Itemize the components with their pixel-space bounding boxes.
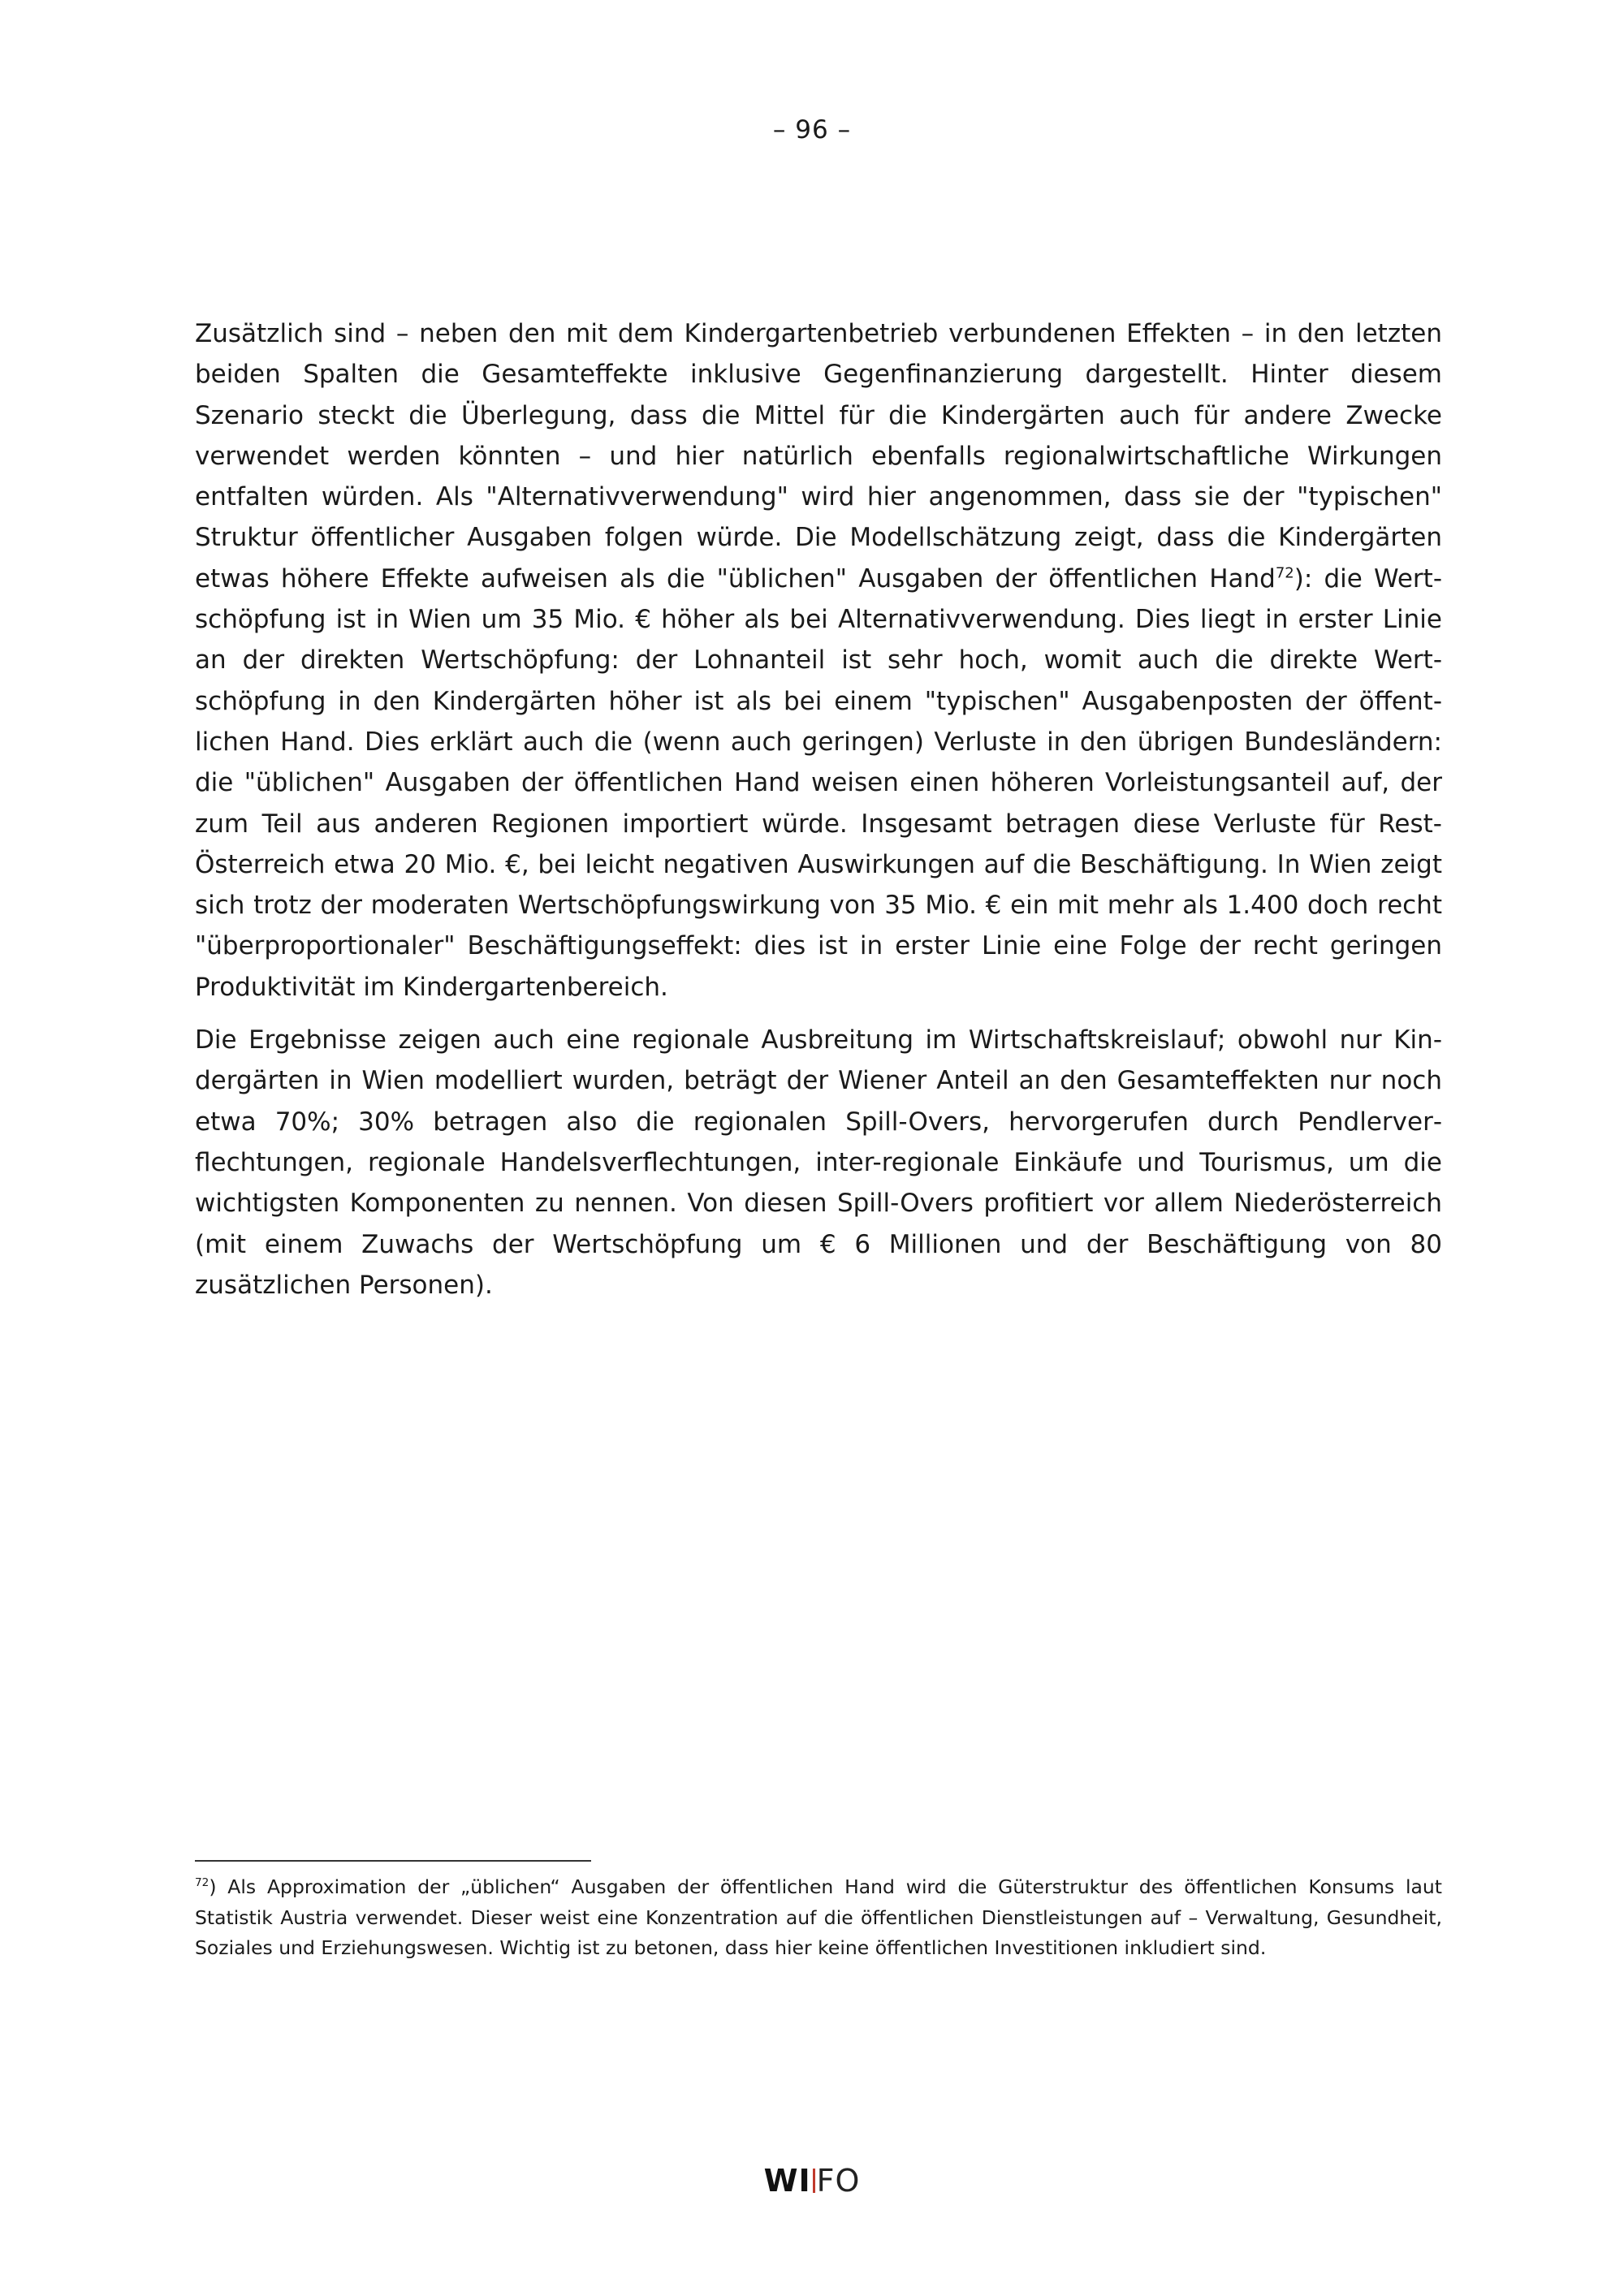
paragraph-1-text-b: ): die Wertschöpfung ist in Wien um 35 Mio. € höher als bei Alternativverwendung. Dies liegt in erster Linie an der direkten Wertschöpfung: der Lohnanteil ist sehr hoch, womit auch die direkte Wertschöpfung in den Kindergärten höher ist als bei einem "typischen" Ausgabenposten der öffentlichen Hand. Dies erklärt auch die (wenn auch geringen) Verluste in den übrigen Bundesländern: die "üblichen" Ausgaben der öffentlichen Hand weisen einen höheren Vorleistungsanteil auf, der zum Teil aus anderen Regionen importiert würde. Insgesamt betragen diese Verluste für Rest-Österreich etwa 20 Mio. €, bei leicht negativen Auswirkungen auf die Beschäftigung. In Wien zeigt sich trotz der moderaten Wertschöpfungswirkung von 35 Mio. € ein mit mehr als 1.400 doch recht "überproportionaler" Beschäftigungseffekt: dies ist in erster Linie eine Folge der recht geringen Produktivität im Kindergartenbereich. [195,563,1443,1002]
paragraph-1 [195,313,1442,1008]
page-number: – 96 – [772,115,852,145]
wifo-logo-bar [813,2169,815,2193]
main-text [195,313,1442,1306]
footnote-text: ) Als Approximation der „üblichen“ Ausgaben der öffentlichen Hand wird die Güterstruktur des öffentlichen Konsums laut Statistik Austria verwendet. Dieser weist eine Konzentration auf die öffentlichen Dienstleistungen auf – Verwaltung, Gesundheit, Soziales und Erziehungswesen. Wichtig ist zu betonen, dass hier keine öffentlichen Investitionen inkludiert sind. [195,1875,1442,1959]
footnote-divider [195,1860,591,1862]
paragraph-1-text-a: Zusätzlich sind – neben den mit dem Kindergartenbetrieb verbundenen Effekten – in den letzten beiden Spalten die Gesamteffekte inklusive Gegenfinanzierung dargestellt. Hinter diesem Szenario steckt die Überlegung, dass die Mittel für die Kindergärten auch für andere Zwecke verwendet werden könnten – und hier natürlich ebenfalls regionalwirtschaftliche Wirkungen entfalten würden. Als "Alternativverwendung" wird hier angenommen, dass sie der "typischen" Struktur öffentlicher Ausgaben folgen würde. Die Modellschätzung zeigt, dass die Kindergärten etwas höhere Effekte aufweisen als die "üblichen" Ausgaben der öffentlichen Hand [195,319,1442,593]
paragraph-2: Die Ergebnisse zeigen auch eine regionale Ausbreitung im Wirtschaftskreislauf; obwohl nur Kindergärten in Wien modelliert wurden, beträgt der Wiener Anteil an den Gesamteffekten nur noch etwa 70%; 30% betragen also die regionalen Spill-Overs, hervorgerufen durch Pendlerverflechtungen, regionale Handelsverflechtungen, inter-regionale Einkäufe und Tourismus, um die wichtigsten Komponenten zu nennen. Von diesen Spill-Overs profitiert vor allem Niederösterreich (mit einem Zuwachs der Wertschöpfung um € 6 Millionen und der Beschäftigung von 80 zusätzlichen Personen). [195,1025,1442,1300]
footnote-72 [195,1872,1442,1964]
wifo-logo-part1: WI [763,2163,811,2199]
wifo-logo-part2: FO [816,2163,861,2199]
footnote-reference[interactable]: 72 [1275,564,1294,582]
wifo-logo [0,2163,1624,2199]
footnote-marker: 72 [195,1876,209,1890]
